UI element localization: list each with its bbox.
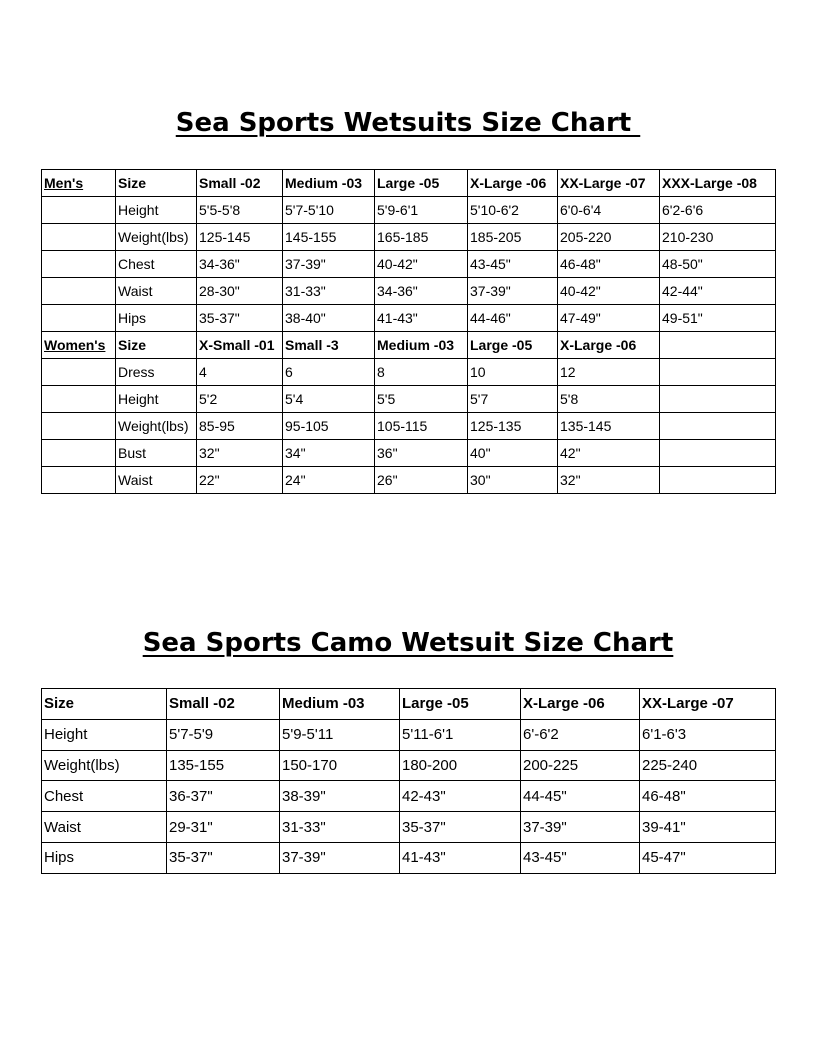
mens-cell-0	[42, 251, 116, 278]
camo-table-row	[42, 719, 776, 750]
womens-cell-5: 5'7	[468, 386, 558, 413]
mens-header-row	[42, 170, 776, 197]
mens-table-row	[42, 251, 776, 278]
womens-header-row	[42, 332, 776, 359]
mens-cell-7: 210-230	[660, 224, 776, 251]
womens-cell-5: 40"	[468, 440, 558, 467]
camo-header-cell-5: XX-Large -07	[640, 689, 776, 720]
womens-cell-7	[660, 386, 776, 413]
mens-cell-2: 34-36"	[197, 251, 283, 278]
womens-cell-7	[660, 413, 776, 440]
womens-table-row	[42, 440, 776, 467]
mens-cell-6: 47-49"	[558, 305, 660, 332]
womens-cell-4: 5'5	[375, 386, 468, 413]
camo-header-cell-4: X-Large -06	[521, 689, 640, 720]
mens-cell-1: Waist	[116, 278, 197, 305]
womens-header-cell-7	[660, 332, 776, 359]
womens-cell-1: Waist	[116, 467, 197, 494]
mens-cell-2: 28-30"	[197, 278, 283, 305]
womens-cell-5: 125-135	[468, 413, 558, 440]
mens-header-cell-4: Large -05	[375, 170, 468, 197]
womens-header-cell-1: Size	[116, 332, 197, 359]
womens-cell-5: 10	[468, 359, 558, 386]
mens-cell-0	[42, 278, 116, 305]
womens-cell-7	[660, 467, 776, 494]
womens-cell-0	[42, 413, 116, 440]
camo-cell-2: 5'9-5'11	[280, 719, 400, 750]
womens-table-row	[42, 467, 776, 494]
camo-size-chart-title: Sea Sports Camo Wetsuit Size Chart	[142, 628, 674, 658]
camo-cell-5: 39-41"	[640, 812, 776, 843]
womens-cell-0	[42, 467, 116, 494]
mens-cell-4: 34-36"	[375, 278, 468, 305]
camo-cell-4: 200-225	[521, 750, 640, 781]
camo-cell-5: 46-48"	[640, 781, 776, 812]
mens-table-row	[42, 197, 776, 224]
mens-cell-1: Height	[116, 197, 197, 224]
mens-cell-3: 31-33"	[283, 278, 375, 305]
mens-cell-3: 145-155	[283, 224, 375, 251]
mens-cell-6: 40-42"	[558, 278, 660, 305]
mens-table-row	[42, 278, 776, 305]
womens-cell-7	[660, 359, 776, 386]
womens-cell-0	[42, 440, 116, 467]
camo-header-cell-3: Large -05	[400, 689, 521, 720]
womens-cell-3: 95-105	[283, 413, 375, 440]
camo-cell-1: 29-31"	[167, 812, 280, 843]
camo-cell-5: 225-240	[640, 750, 776, 781]
womens-cell-1: Dress	[116, 359, 197, 386]
camo-cell-2: 150-170	[280, 750, 400, 781]
womens-header-cell-2: X-Small -01	[197, 332, 283, 359]
camo-table-row	[42, 781, 776, 812]
camo-header-cell-0: Size	[42, 689, 167, 720]
wetsuits-size-chart-title: Sea Sports Wetsuits Size Chart	[175, 108, 641, 138]
womens-cell-6: 32"	[558, 467, 660, 494]
womens-cell-4: 26"	[375, 467, 468, 494]
womens-header-cell-0: Women's	[42, 332, 116, 359]
womens-cell-2: 85-95	[197, 413, 283, 440]
womens-cell-3: 5'4	[283, 386, 375, 413]
mens-cell-7: 6'2-6'6	[660, 197, 776, 224]
womens-cell-6: 12	[558, 359, 660, 386]
camo-header-row	[42, 689, 776, 720]
camo-header-cell-1: Small -02	[167, 689, 280, 720]
camo-cell-4: 37-39"	[521, 812, 640, 843]
camo-cell-3: 5'11-6'1	[400, 719, 521, 750]
womens-cell-2: 32"	[197, 440, 283, 467]
camo-cell-2: 37-39"	[280, 842, 400, 873]
womens-cell-6: 135-145	[558, 413, 660, 440]
mens-cell-0	[42, 224, 116, 251]
mens-cell-7: 48-50"	[660, 251, 776, 278]
camo-cell-1: 5'7-5'9	[167, 719, 280, 750]
camo-cell-5: 6'1-6'3	[640, 719, 776, 750]
womens-header-cell-4: Medium -03	[375, 332, 468, 359]
mens-cell-2: 5'5-5'8	[197, 197, 283, 224]
mens-cell-4: 40-42"	[375, 251, 468, 278]
camo-cell-3: 180-200	[400, 750, 521, 781]
camo-table-row	[42, 750, 776, 781]
womens-table-row	[42, 359, 776, 386]
camo-cell-3: 35-37"	[400, 812, 521, 843]
womens-cell-0	[42, 386, 116, 413]
mens-header-cell-3: Medium -03	[283, 170, 375, 197]
mens-cell-7: 49-51"	[660, 305, 776, 332]
mens-header-cell-7: XXX-Large -08	[660, 170, 776, 197]
camo-cell-2: 31-33"	[280, 812, 400, 843]
camo-cell-0: Height	[42, 719, 167, 750]
womens-cell-2: 4	[197, 359, 283, 386]
camo-cell-3: 41-43"	[400, 842, 521, 873]
mens-cell-3: 37-39"	[283, 251, 375, 278]
womens-cell-7	[660, 440, 776, 467]
mens-cell-7: 42-44"	[660, 278, 776, 305]
mens-header-cell-6: XX-Large -07	[558, 170, 660, 197]
womens-cell-1: Bust	[116, 440, 197, 467]
mens-table-row	[42, 305, 776, 332]
mens-header-cell-2: Small -02	[197, 170, 283, 197]
camo-table-row	[42, 842, 776, 873]
camo-header-cell-2: Medium -03	[280, 689, 400, 720]
mens-cell-1: Weight(lbs)	[116, 224, 197, 251]
camo-cell-0: Chest	[42, 781, 167, 812]
womens-cell-6: 42"	[558, 440, 660, 467]
camo-cell-1: 35-37"	[167, 842, 280, 873]
mens-cell-6: 6'0-6'4	[558, 197, 660, 224]
mens-header-cell-1: Size	[116, 170, 197, 197]
camo-cell-1: 36-37"	[167, 781, 280, 812]
womens-cell-1: Height	[116, 386, 197, 413]
camo-cell-0: Waist	[42, 812, 167, 843]
womens-cell-0	[42, 359, 116, 386]
womens-table-row	[42, 413, 776, 440]
mens-cell-0	[42, 197, 116, 224]
mens-cell-4: 5'9-6'1	[375, 197, 468, 224]
mens-cell-6: 205-220	[558, 224, 660, 251]
womens-header-cell-6: X-Large -06	[558, 332, 660, 359]
womens-cell-5: 30"	[468, 467, 558, 494]
camo-cell-3: 42-43"	[400, 781, 521, 812]
mens-cell-5: 44-46"	[468, 305, 558, 332]
camo-cell-1: 135-155	[167, 750, 280, 781]
womens-cell-4: 105-115	[375, 413, 468, 440]
camo-size-table	[41, 688, 776, 874]
womens-table-row	[42, 386, 776, 413]
womens-cell-2: 22"	[197, 467, 283, 494]
mens-cell-4: 165-185	[375, 224, 468, 251]
mens-table-row	[42, 224, 776, 251]
camo-cell-4: 6'-6'2	[521, 719, 640, 750]
mens-cell-5: 37-39"	[468, 278, 558, 305]
mens-cell-1: Hips	[116, 305, 197, 332]
womens-cell-1: Weight(lbs)	[116, 413, 197, 440]
womens-cell-3: 24"	[283, 467, 375, 494]
camo-cell-5: 45-47"	[640, 842, 776, 873]
womens-cell-2: 5'2	[197, 386, 283, 413]
womens-cell-3: 34"	[283, 440, 375, 467]
mens-cell-5: 185-205	[468, 224, 558, 251]
mens-cell-5: 5'10-6'2	[468, 197, 558, 224]
mens-cell-6: 46-48"	[558, 251, 660, 278]
camo-cell-0: Weight(lbs)	[42, 750, 167, 781]
mens-header-cell-5: X-Large -06	[468, 170, 558, 197]
mens-cell-3: 5'7-5'10	[283, 197, 375, 224]
womens-header-cell-5: Large -05	[468, 332, 558, 359]
camo-cell-2: 38-39"	[280, 781, 400, 812]
womens-header-cell-3: Small -3	[283, 332, 375, 359]
wetsuits-size-table	[41, 169, 776, 494]
camo-cell-4: 44-45"	[521, 781, 640, 812]
mens-cell-4: 41-43"	[375, 305, 468, 332]
mens-cell-0	[42, 305, 116, 332]
mens-header-cell-0: Men's	[42, 170, 116, 197]
womens-cell-4: 36"	[375, 440, 468, 467]
mens-cell-2: 125-145	[197, 224, 283, 251]
womens-cell-4: 8	[375, 359, 468, 386]
mens-cell-3: 38-40"	[283, 305, 375, 332]
womens-cell-6: 5'8	[558, 386, 660, 413]
camo-table-row	[42, 812, 776, 843]
mens-cell-2: 35-37"	[197, 305, 283, 332]
mens-cell-1: Chest	[116, 251, 197, 278]
womens-cell-3: 6	[283, 359, 375, 386]
camo-cell-0: Hips	[42, 842, 167, 873]
mens-cell-5: 43-45"	[468, 251, 558, 278]
camo-cell-4: 43-45"	[521, 842, 640, 873]
